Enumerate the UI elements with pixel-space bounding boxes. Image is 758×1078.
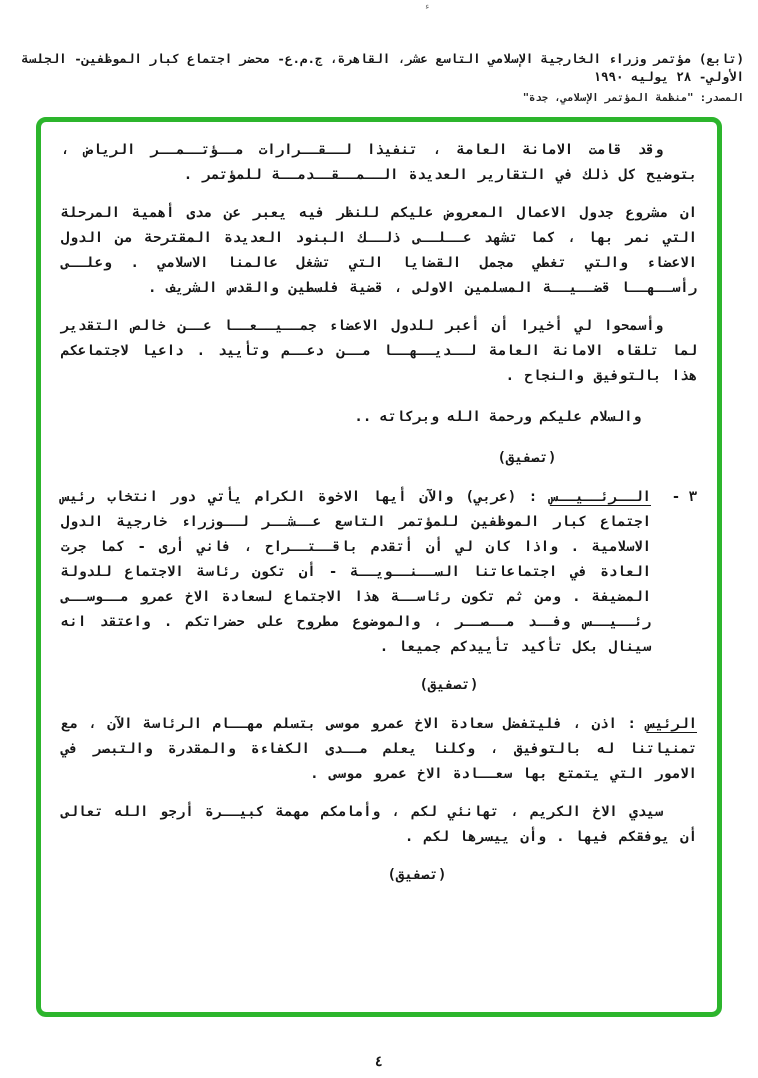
page-footer bbox=[0, 1051, 758, 1070]
applause-note-3: (تصفيق) bbox=[387, 867, 447, 883]
chairman-speech-1 bbox=[61, 485, 651, 660]
speech-text: : اذن ، فليتفضل سعادة الاخ عمرو موسى بتسلم مهــام الرئاسة الآن ، مع تمنياتنا له بالتوفيق ، وكلنا يعلم مــدى الكفاءة والمقدرة والتبصر في الامور التي يتمتع بها سعــادة الاخ عمرو موسى . bbox=[61, 716, 697, 782]
document-header bbox=[0, 0, 758, 104]
header-title: (تابع) مؤتمر وزراء الخارجية الإسلامي التاسع عشر، القاهرة، ج.م.ع- محضر اجتماع كبار الموظفين- الجلسة الأولي- ٢٨ يوليه ١٩٩٠ bbox=[21, 51, 744, 84]
item-number: ٣ - bbox=[671, 489, 697, 505]
chairman-speech-2 bbox=[61, 712, 697, 787]
speaker-label-chairman: الــرئــيــس bbox=[549, 489, 651, 505]
paragraph-congratulations: سيدي الاخ الكريم ، تهانئي لكم ، وأمامكم مهمة كبيــرة أرجو الله تعالى أن يوفقكم فيها . وأن ييسرها لكم . bbox=[61, 804, 697, 845]
page-number: ٤ bbox=[374, 1054, 384, 1070]
applause-note-2: (تصفيق) bbox=[419, 677, 479, 693]
minutes-item-3 bbox=[61, 485, 697, 660]
highlight-frame bbox=[36, 117, 722, 1017]
applause-note-1: (تصفيق) bbox=[497, 450, 557, 466]
closing-salutation: والسلام عليكم ورحمة الله وبركاته .. bbox=[354, 409, 641, 425]
speech-text: : (عربي) والآن أيها الاخوة الكرام يأتي دور انتخاب رئيس اجتماع كبار الموظفين للمؤتمر التاسع عــشــر لــوزراء خارجية الدول الاسلامية . واذا كان لي أن أتقدم باقــتــراح ، فاني أرى - كما جرت العادة في اجتماعاتنا الســنــويــة - أن تكون رئاسة الاجتماع للدولة المضيفة . ومن ثم تكون رئاســة هذا الاجتماع لسعادة الاخ عمرو مــوســى رئــيــس وفــد مــصــر ، والموضوع مطروح على حضراتكم . واعتقد انه سينال بكل تأكيد تأييدكم جميعا . bbox=[61, 489, 651, 655]
speaker-label-chairman: الرئيس bbox=[646, 716, 697, 732]
paragraph-thanks: وأسمحوا لي أخيرا أن أعبر للدول الاعضاء جمــيــعــا عــن خالص التقدير لما تلقاه الامانة العامة لــديــهــا مــن دعــم وتأييد . داعيا لاجتماعكم هذا بالتوفيق والنجاح . bbox=[61, 318, 697, 384]
paragraph-agenda: ان مشروع جدول الاعمال المعروض عليكم للنظر فيه يعبر عن مدى أهمية المرحلة التي نمر بها ، كما تشهد عــلــى ذلــك البنود العديدة المقترحة من الدول الاعضاء والتي تغطي مجمل القضايا التي تشغل عالمنا الاسلامي . وعلــى رأســهــا قضــيــة المسلمين الاولى ، قضية فلسطين والقدس الشريف . bbox=[61, 205, 697, 296]
header-source: المصدر: "منظمة المؤتمر الإسلامي، جدة" bbox=[522, 92, 744, 104]
paragraph-secretariat: وقد قامت الامانة العامة ، تنفيذا لــقــرارات مــؤتــمــر الرياض ، بتوضيح كل ذلك في التقارير العديدة الــمــقــدمــة للمؤتمر . bbox=[61, 142, 697, 183]
scan-artifact: ء bbox=[424, 2, 430, 12]
